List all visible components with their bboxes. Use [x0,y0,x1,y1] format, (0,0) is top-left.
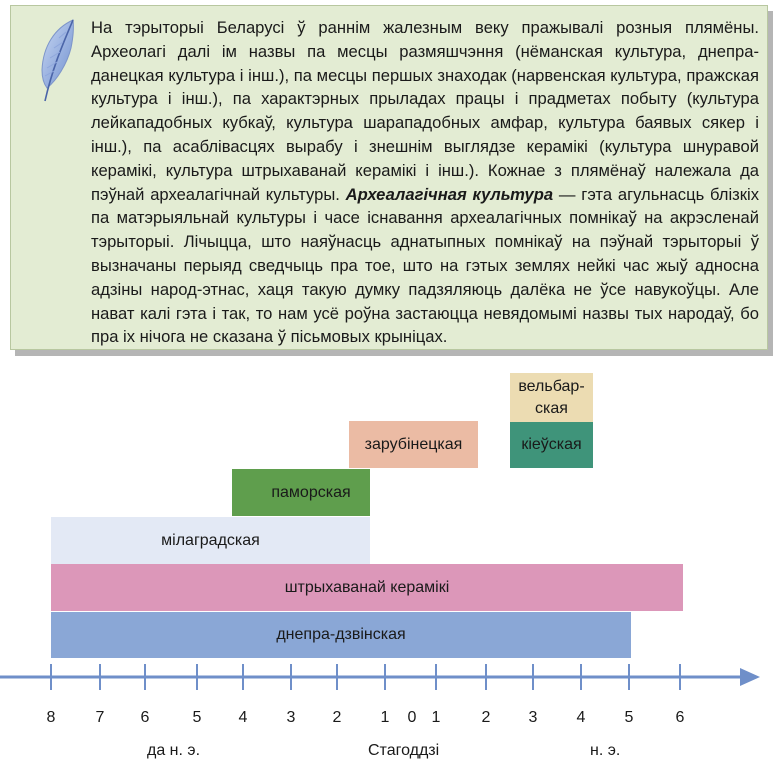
info-box [10,5,768,350]
axis-tick [485,664,487,690]
culture-label: штрыхаванай керамікі [284,578,450,596]
axis-tick-label: 8 [46,709,56,726]
label-bc: да н. э. [147,742,201,759]
axis-tick-label: 0 [407,709,417,726]
axis-tick [99,664,101,690]
axis-tick-label: 2 [332,709,342,726]
axis-tick-label: 6 [675,709,685,726]
axis-tick-label: 7 [95,709,105,726]
axis-tick-label: 5 [192,709,202,726]
axis-tick-label: 5 [624,709,634,726]
culture-label: паморская [271,483,351,501]
axis-tick [50,664,52,690]
culture-bar [510,373,593,422]
timeline-axis [0,660,781,700]
culture-bar [51,612,631,658]
archaeology-paragraph: На тэрыторыі Беларусі ў раннім жалезным веку пражывалі розныя плямёны. Археолагі далі ім назвы па месцы размяшчэння (нёманская культура, днепра-данецкая культура і інш.), па месцы першых знаходак (нарвенская культура, пражская культура і інш.), па характэрных прыладах працы і прадметах побыту (культура лейкападобных кубкаў, культура шарападобных амфар, культура баявых сякер і інш.), па асаблівасцях вырабу і знешнім выглядзе керамікі (культура шнуравой керамікі, культура штрыхаванай керамікі і інш.). Кожнае з плямёнаў належала да пэўнай археалагічнай культуры. Археалагічная культура — гэта агульнасць блізкіх па матэрыяльнай культуры і часе існавання археалагічных помнікаў на акрэсленай тэрыторыі. Лічыцца, што наяўнасць аднатыпных помнікаў на пэўнай тэрыторыі ў вызначаны перыяд сведчыць пра тое, што на гэтых землях нейкі час жыў адносна адзіны народ-этнас, хаця такую думку падзяляюць далёка не ўсе навукоўцы. Але нават калі гэта і так, то нам усё роўна застаюцца невядомымі назвы тых народаў, бо пра іх нічога не сказана ў пісьмовых крыніцах. [91,18,759,347]
arrow-right-icon [740,668,760,686]
culture-label: кіеўская [521,436,582,453]
axis-tick [628,664,630,690]
axis-tick [384,664,386,690]
label-ad: н. э. [590,742,621,759]
axis-tick-label: 6 [140,709,150,726]
axis-tick [242,664,244,690]
axis-tick [196,664,198,690]
culture-label: зарубінецкая [364,435,463,453]
axis-tick-label: 4 [576,709,586,726]
feather-icon [33,18,79,103]
axis-tick-label: 3 [528,709,538,726]
culture-bar [349,421,478,468]
culture-bar [232,469,370,516]
culture-bar [51,517,370,564]
axis-tick [679,664,681,690]
culture-bar [51,564,683,611]
axis-tick [435,664,437,690]
culture-label: вельбар- ская [518,377,585,417]
axis-tick-label: 3 [286,709,296,726]
axis-tick-label: 1 [431,709,441,726]
axis-tick-label: 4 [238,709,248,726]
axis-tick [336,664,338,690]
axis-tick-label: 2 [481,709,491,726]
term-archaeological-culture: Археалагічная культура [345,184,554,204]
label-centuries: Стагоддзі [368,742,440,759]
culture-label: мілаградская [161,531,260,549]
culture-label: днепра-дзвінская [276,626,406,643]
axis-tick-label: 1 [380,709,390,726]
axis-tick [532,664,534,690]
axis-tick [144,664,146,690]
axis-tick [290,664,292,690]
axis-tick [580,664,582,690]
culture-bar [510,422,593,468]
